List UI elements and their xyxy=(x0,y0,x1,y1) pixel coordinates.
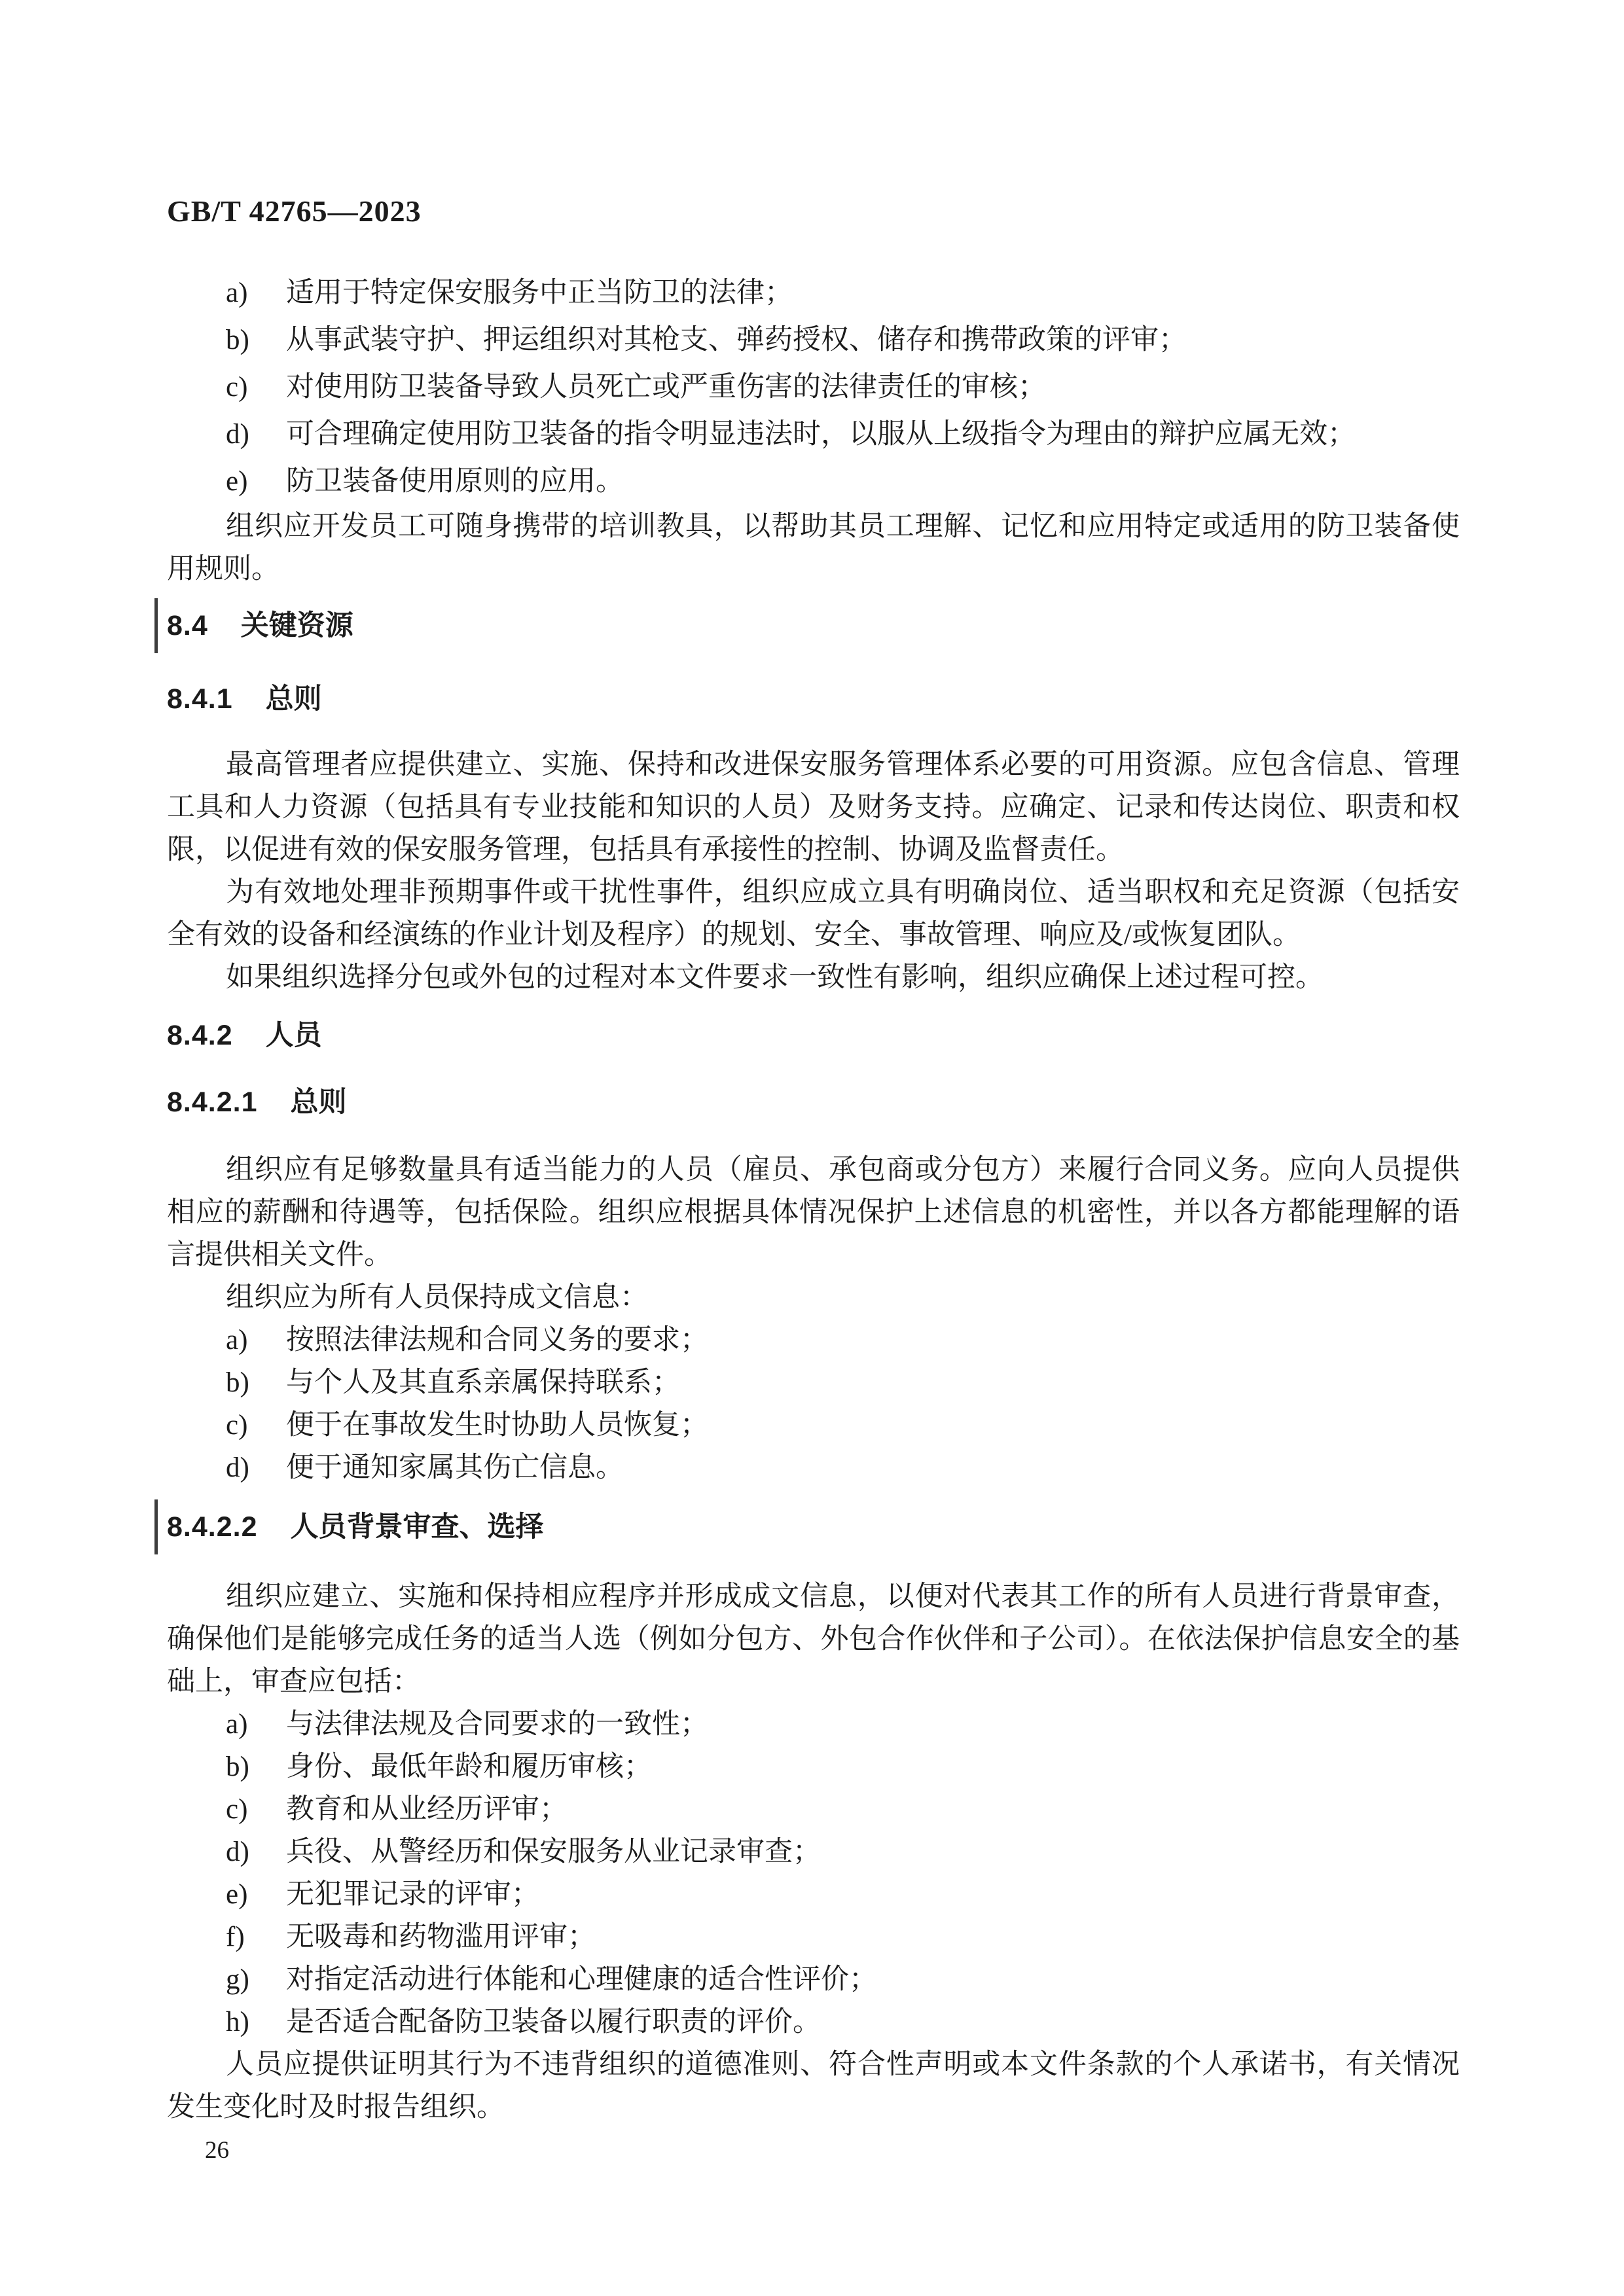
documented-info-list xyxy=(167,1319,1460,1489)
list-item-letter: d) xyxy=(226,1452,249,1483)
list-item xyxy=(167,270,1460,317)
list-item-text: 教育和从业经历评审； xyxy=(286,1794,568,1825)
list-item-text: 按照法律法规和合同义务的要求； xyxy=(286,1325,708,1355)
heading-number: 8.4.1 xyxy=(167,683,233,715)
list-item xyxy=(167,1446,1460,1489)
list-item xyxy=(167,1788,1460,1831)
list-item-letter: g) xyxy=(226,1964,249,1995)
list-item-text: 适用于特定保安服务中正当防卫的法律； xyxy=(286,278,793,308)
list-item xyxy=(167,1958,1460,2001)
screening-criteria-list xyxy=(167,1703,1460,2043)
list-item-text: 对使用防卫装备导致人员死亡或严重伤害的法律责任的审核； xyxy=(286,372,1046,403)
heading-title: 关键资源 xyxy=(240,610,353,641)
list-item-letter: e) xyxy=(226,1879,248,1910)
list-item xyxy=(167,2001,1460,2043)
list-item-text: 兵役、从警经历和保安服务从业记录审查； xyxy=(286,1837,821,1867)
list-item xyxy=(167,364,1460,411)
list-item xyxy=(167,458,1460,505)
list-item-letter: e) xyxy=(226,466,248,497)
paragraph-documented-info-intro: 组织应为所有人员保持成文信息： xyxy=(226,1282,648,1313)
list-item-text: 从事武装守护、押运组织对其枪支、弹药授权、储存和携带政策的评审； xyxy=(286,325,1187,355)
heading-title: 总则 xyxy=(290,1086,347,1118)
list-item-letter: d) xyxy=(226,419,249,450)
section-heading-8-4-2-2 xyxy=(167,1510,1460,1544)
list-item-letter: c) xyxy=(226,1794,248,1825)
list-item-letter: a) xyxy=(226,1709,248,1740)
paragraph-training-aids: 组织应开发员工可随身携带的培训教具，以帮助其员工理解、记忆和应用特定或适用的防卫装备使用规则。 xyxy=(167,511,1460,584)
list-item-letter: a) xyxy=(226,278,248,308)
list-item-letter: d) xyxy=(226,1837,249,1867)
section-heading-8-4-2-1 xyxy=(167,1085,1460,1119)
heading-number: 8.4 xyxy=(167,610,208,641)
list-item-letter: f) xyxy=(226,1922,245,1952)
list-item-letter: b) xyxy=(226,1367,249,1398)
paragraph-subcontracting-control: 如果组织选择分包或外包的过程对本文件要求一致性有影响，组织应确保上述过程可控。 xyxy=(226,962,1324,993)
list-item-text: 身份、最低年龄和履历审核； xyxy=(286,1751,652,1782)
section-heading-8-4 xyxy=(167,609,1460,643)
page-number: 26 xyxy=(205,2137,229,2164)
list-item xyxy=(167,317,1460,364)
list-item xyxy=(167,1831,1460,1873)
list-item-text: 与个人及其直系亲属保持联系； xyxy=(286,1367,680,1398)
paragraph-personal-commitment: 人员应提供证明其行为不违背组织的道德准则、符合性声明或本文件条款的个人承诺书，有关情况发生变化时及时报告组织。 xyxy=(167,2049,1460,2123)
list-item xyxy=(167,1873,1460,1916)
list-item-letter: a) xyxy=(226,1325,248,1355)
paragraph-top-management-resources: 最高管理者应提供建立、实施、保持和改进保安服务管理体系必要的可用资源。应包含信息、管理工具和人力资源（包括具有专业技能和知识的人员）及财务支持。应确定、记录和传达岗位、职责和权限，以促进有效的保安服务管理，包括具有承接性的控制、协调及监督责任。 xyxy=(167,749,1460,865)
list-item xyxy=(167,1319,1460,1361)
list-item-letter: c) xyxy=(226,1410,248,1441)
paragraph-incident-teams: 为有效地处理非预期事件或干扰性事件，组织应成立具有明确岗位、适当职权和充足资源（包括安全有效的设备和经演练的作业计划及程序）的规划、安全、事故管理、响应及/或恢复团队。 xyxy=(167,877,1460,950)
list-item-letter: b) xyxy=(226,325,249,355)
list-item xyxy=(167,1746,1460,1788)
revision-change-bar xyxy=(154,1499,158,1554)
heading-title: 人员背景审查、选择 xyxy=(290,1511,544,1543)
list-item-letter: b) xyxy=(226,1751,249,1782)
list-item-letter: c) xyxy=(226,372,248,403)
heading-number: 8.4.2 xyxy=(167,1020,233,1051)
list-item-text: 与法律法规及合同要求的一致性； xyxy=(286,1709,708,1740)
paragraph-background-screening: 组织应建立、实施和保持相应程序并形成成文信息，以便对代表其工作的所有人员进行背景审查，确保他们是能够完成任务的适当人选（例如分包方、外包合作伙伴和子公司）。在依法保护信息安全的基础上，审查应包括： xyxy=(167,1581,1460,1697)
paragraph-personnel-capacity: 组织应有足够数量具有适当能力的人员（雇员、承包商或分包方）来履行合同义务。应向人员提供相应的薪酬和待遇等，包括保险。组织应根据具体情况保护上述信息的机密性，并以各方都能理解的语言提供相关文件。 xyxy=(167,1155,1460,1270)
list-item-text: 对指定活动进行体能和心理健康的适合性评价； xyxy=(286,1964,877,1995)
list-item-text: 防卫装备使用原则的应用。 xyxy=(286,466,624,497)
list-item xyxy=(167,411,1460,458)
list-item xyxy=(167,1404,1460,1446)
heading-number: 8.4.2.1 xyxy=(167,1086,258,1118)
section-heading-8-4-1 xyxy=(167,682,1460,716)
list-item-text: 无吸毒和药物滥用评审； xyxy=(286,1922,596,1952)
heading-number: 8.4.2.2 xyxy=(167,1511,258,1543)
list-item-text: 无犯罪记录的评审； xyxy=(286,1879,539,1910)
heading-title: 总则 xyxy=(265,683,322,715)
list-item xyxy=(167,1703,1460,1746)
list-item-letter: h) xyxy=(226,2007,249,2037)
list-item-text: 便于通知家属其伤亡信息。 xyxy=(286,1452,624,1483)
list-item xyxy=(167,1916,1460,1958)
heading-title: 人员 xyxy=(265,1020,322,1051)
defense-equipment-review-list xyxy=(167,270,1460,505)
list-item-text: 可合理确定使用防卫装备的指令明显违法时，以服从上级指令为理由的辩护应属无效； xyxy=(286,419,1356,450)
list-item xyxy=(167,1361,1460,1404)
list-item-text: 便于在事故发生时协助人员恢复； xyxy=(286,1410,708,1441)
section-heading-8-4-2 xyxy=(167,1018,1460,1052)
standard-number-header: GB/T 42765—2023 xyxy=(167,194,422,228)
list-item-text: 是否适合配备防卫装备以履行职责的评价。 xyxy=(286,2007,821,2037)
revision-change-bar xyxy=(154,598,158,653)
